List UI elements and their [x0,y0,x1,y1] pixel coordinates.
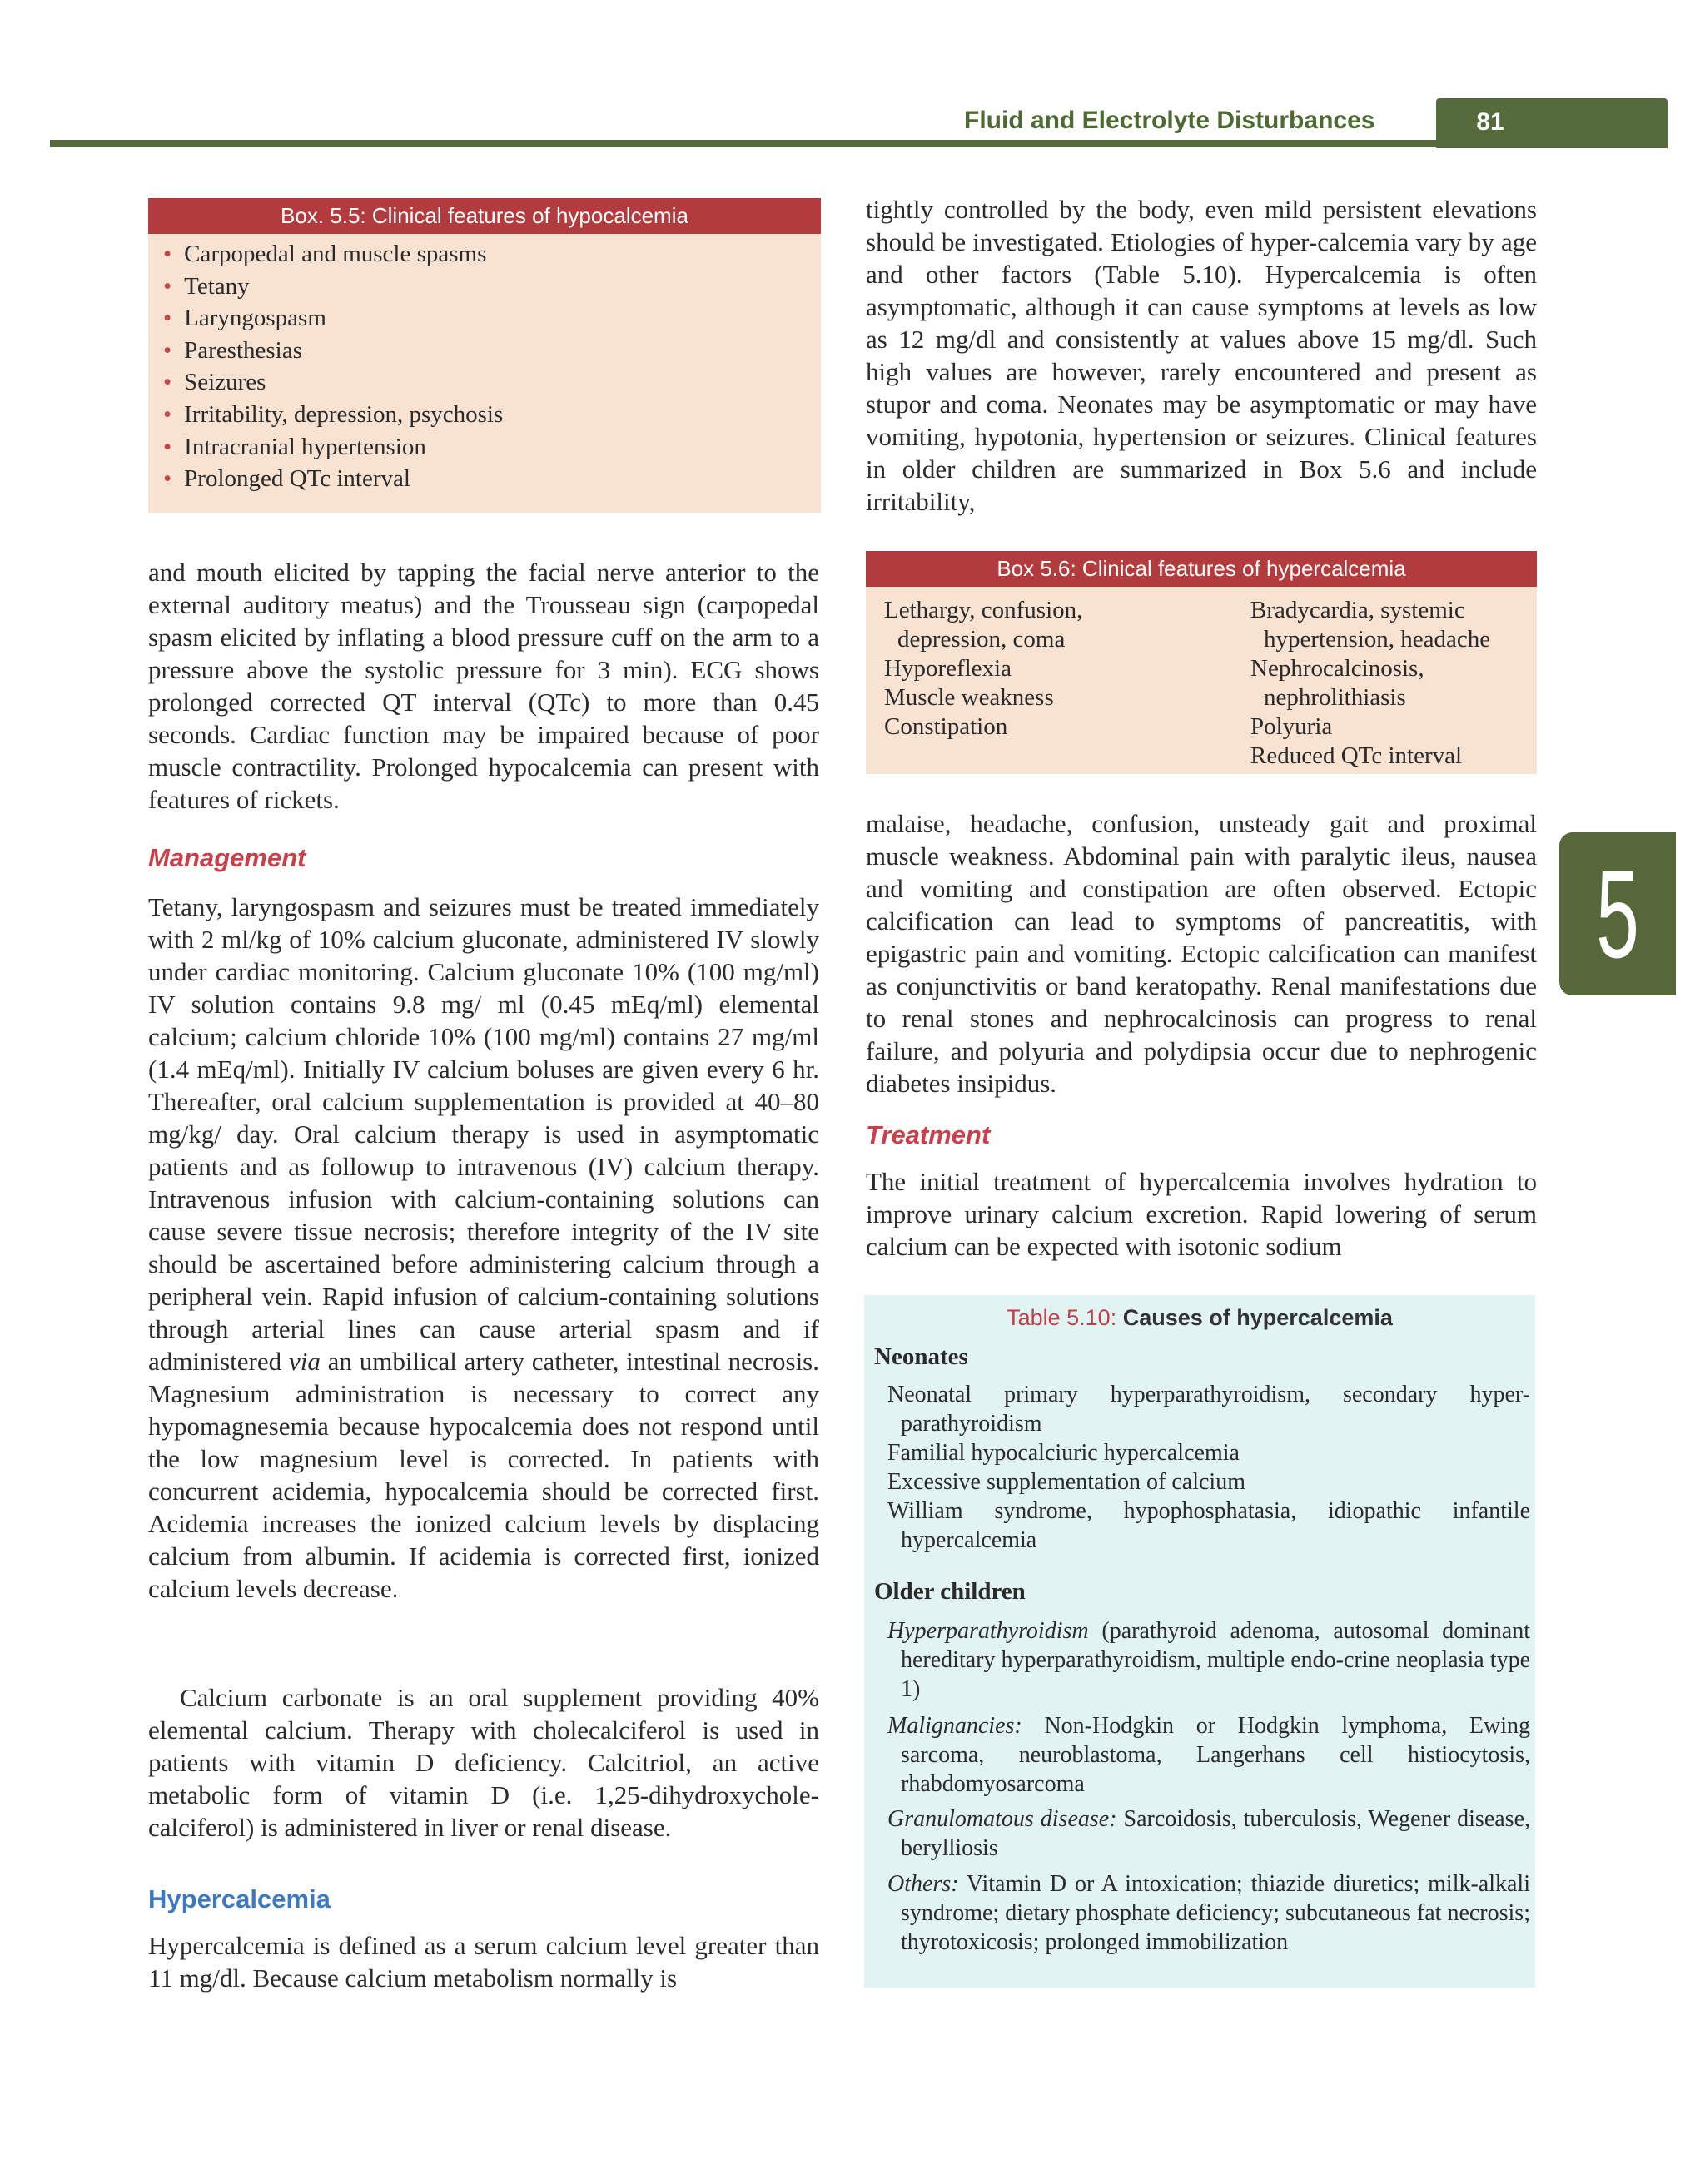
text-run: Tetany, laryngospasm and seizures must be treated immediately with 2 ml/kg of 10% calcium gluconate, administered IV slowly under cardiac monitoring. Calcium gluconate 10% (100 mg/ml) IV solution contains 9.8 mg/ ml (0.45 mEq/ml) elemental calcium; calcium chloride 10% (100 mg/ml) contains 27 mg/ml (1.4 mEq/ml). Initially IV calcium boluses are given every 6 hr. Thereafter, oral calcium supplementation is provided at 40–80 mg/kg/ day. Oral calcium therapy is used in asymptomatic patients and as followup to intravenous (IV) calcium therapy. Intravenous infusion with calcium-containing solutions can cause severe tissue necrosis; therefore integrity of the IV site should be ascertained before administering calcium through a peripheral vein. Rapid infusion of calcium-containing solutions through arterial lines can cause arterial spasm and if administered [148,892,819,1376]
list-item: Reduced QTc interval [1250,742,1463,769]
list-item: Nephrocalcinosis, [1250,655,1424,682]
box-hypercalcemia-features [866,551,1537,774]
category-text: Non-Hodgkin or Hodgkin lymphoma, Ewing sarcoma, neuroblastoma, Langerhans cell histiocytosis, rhabdomyosarcoma [901,1713,1530,1797]
body-paragraph: The initial treatment of hypercalcemia involves hydration to improve urinary calcium excretion. Rapid lowering of serum calcium can be expected with isotonic sodium [866,1167,1537,1261]
list-item: Polyuria [1250,713,1333,740]
list-item: • Laryngospasm [163,302,503,335]
table-row [872,1616,1530,1704]
table-row: Familial hypocalciuric hypercalcemia [887,1440,1240,1466]
box-title: Box 5.6: Clinical features of hypercalcemia [866,551,1537,587]
list-item: • Carpopedal and muscle spasms [163,238,503,271]
list-item: Muscle weakness [884,684,1054,711]
category-text: Vitamin D or A intoxication; thiazide diuretics; milk-alkali syndrome; dietary phosphate deficiency; subcutaneous fat necrosis; thyrotoxicosis; prolonged immobilization [901,1871,1530,1955]
box-hypocalcemia-features [148,198,821,513]
table-row [872,1869,1530,1957]
list-item: • Prolonged QTc interval [163,463,503,495]
body-paragraph: malaise, headache, confusion, unsteady gait and proximal muscle weakness. Abdominal pain with paralytic ileus, nausea and vomiting and constipation are often observed. Ectopic calcification can lead to symptoms of pancreatitis, with epigastric pain and vomiting. Ectopic calcification can manifest as conjunctivitis or band keratopathy. Renal manifestations due to renal stones and nephrocalcinosis can progress to renal failure, and polyuria and polydipsia occur due to nephrogenic diabetes insipidus. [866,809,1537,1098]
category-label: Hyperparathyroidism [887,1618,1089,1644]
table-group-heading: Older children [874,1578,1026,1605]
list-item: • Paresthesias [163,335,503,367]
feature-column-left [884,596,1082,742]
table-row: Excessive supplementation of calcium [887,1469,1245,1495]
section-heading-treatment: Treatment [866,1120,991,1149]
category-text: (parathyroid adenoma, autosomal dominant hereditary hyperparathyroidism, multiple endo-crine neoplasia type 1) [901,1618,1531,1702]
list-item: Bradycardia, systemic [1250,597,1465,623]
table-row [872,1804,1530,1863]
category-label: Granulomatous disease: [887,1806,1117,1832]
page-number: 81 [1476,108,1504,136]
body-paragraph: Hypercalcemia is defined as a serum calcium level greater than 11 mg/dl. Because calcium metabolism normally is [148,1931,819,1993]
list-item: • Tetany [163,271,503,303]
feature-column-right [1250,596,1490,771]
category-text: Sarcoidosis, tuberculosis, Wegener disease, berylliosis [901,1806,1531,1861]
list-item: • Intracranial hypertension [163,431,503,464]
table-row: William syndrome, hypophosphatasia, idiopathic infantile hypercalcemia [887,1498,1530,1553]
table-title [864,1305,1535,1331]
box-title: Box. 5.5: Clinical features of hypocalcemia [148,198,821,234]
list-item: depression, coma [897,626,1066,653]
running-header-title: Fluid and Electrolyte Disturbances [964,107,1375,134]
body-paragraph: tightly controlled by the body, even mild persistent elevations should be investigated. Etiologies of hyper-calcemia vary by age and other factors (Table 5.10). Hypercalcemia is often asymptomatic, although it can cause symptoms at levels as low as 12 mg/dl and consistently at values above 15 mg/dl. Such high values are however, rarely encountered and present as stupor and coma. Neonates may be asymptomatic or may have vomiting, hypotonia, hypertension or seizures. Clinical features in older children are summarized in Box 5.6 and include irritability, [866,195,1537,516]
text-run-italic: via [288,1347,321,1376]
body-paragraph [148,891,819,1605]
list-item: • Irritability, depression, psychosis [163,399,503,431]
list-item: • Seizures [163,366,503,399]
bullet-list [163,238,503,495]
list-item: Constipation [884,713,1008,740]
section-heading-hypercalcemia: Hypercalcemia [148,1884,331,1913]
category-label: Others: [887,1871,959,1897]
section-heading-management: Management [148,843,306,872]
table-title-text: Causes of hypercalcemia [1122,1305,1393,1330]
body-paragraph: Calcium carbonate is an oral supplement providing 40% elemental calcium. Therapy with cholecalciferol is used in patients with vitamin D deficiency. Calcitriol, an active metabolic form of vitamin D (i.e. 1,25-dihydroxychole-calciferol) is administered in liver or renal disease. [148,1683,819,1842]
table-row [872,1711,1530,1799]
table-group-heading: Neonates [874,1343,968,1370]
table-row: Neonatal primary hyperparathyroidism, secondary hyper-parathyroidism [887,1382,1530,1437]
chapter-number: 5 [1596,844,1639,984]
body-paragraph: and mouth elicited by tapping the facial nerve anterior to the external auditory meatus) and the Trousseau sign (carpopedal spasm elicited by inflating a blood pressure cuff on the arm to a pressure above the systolic pressure for 3 min). ECG shows prolonged corrected QT interval (QTc) to more than 0.45 seconds. Cardiac function may be impaired because of poor muscle contractility. Prolonged hypocalcemia can present with features of rickets. [148,558,819,814]
table-causes-of-hypercalcemia [864,1295,1535,1988]
list-item: Hyporeflexia [884,655,1012,682]
category-label: Malignancies: [887,1713,1022,1739]
header-rule [50,140,1668,147]
table-number: Table 5.10: [1007,1305,1117,1330]
text-run: an umbilical artery catheter, intestinal necrosis. Magnesium administration is necessary to correct any hypomagnesemia because hypocalcemia does not respond until the low magnesium level is corrected. In patients with concurrent acidemia, hypocalcemia should be corrected first. Acidemia increases the ionized calcium levels by displacing calcium from albumin. If acidemia is corrected first, ionized calcium levels decrease. [148,1347,819,1603]
list-item: nephrolithiasis [1264,684,1406,711]
list-item: hypertension, headache [1264,626,1491,653]
list-item: Lethargy, confusion, [884,597,1083,623]
